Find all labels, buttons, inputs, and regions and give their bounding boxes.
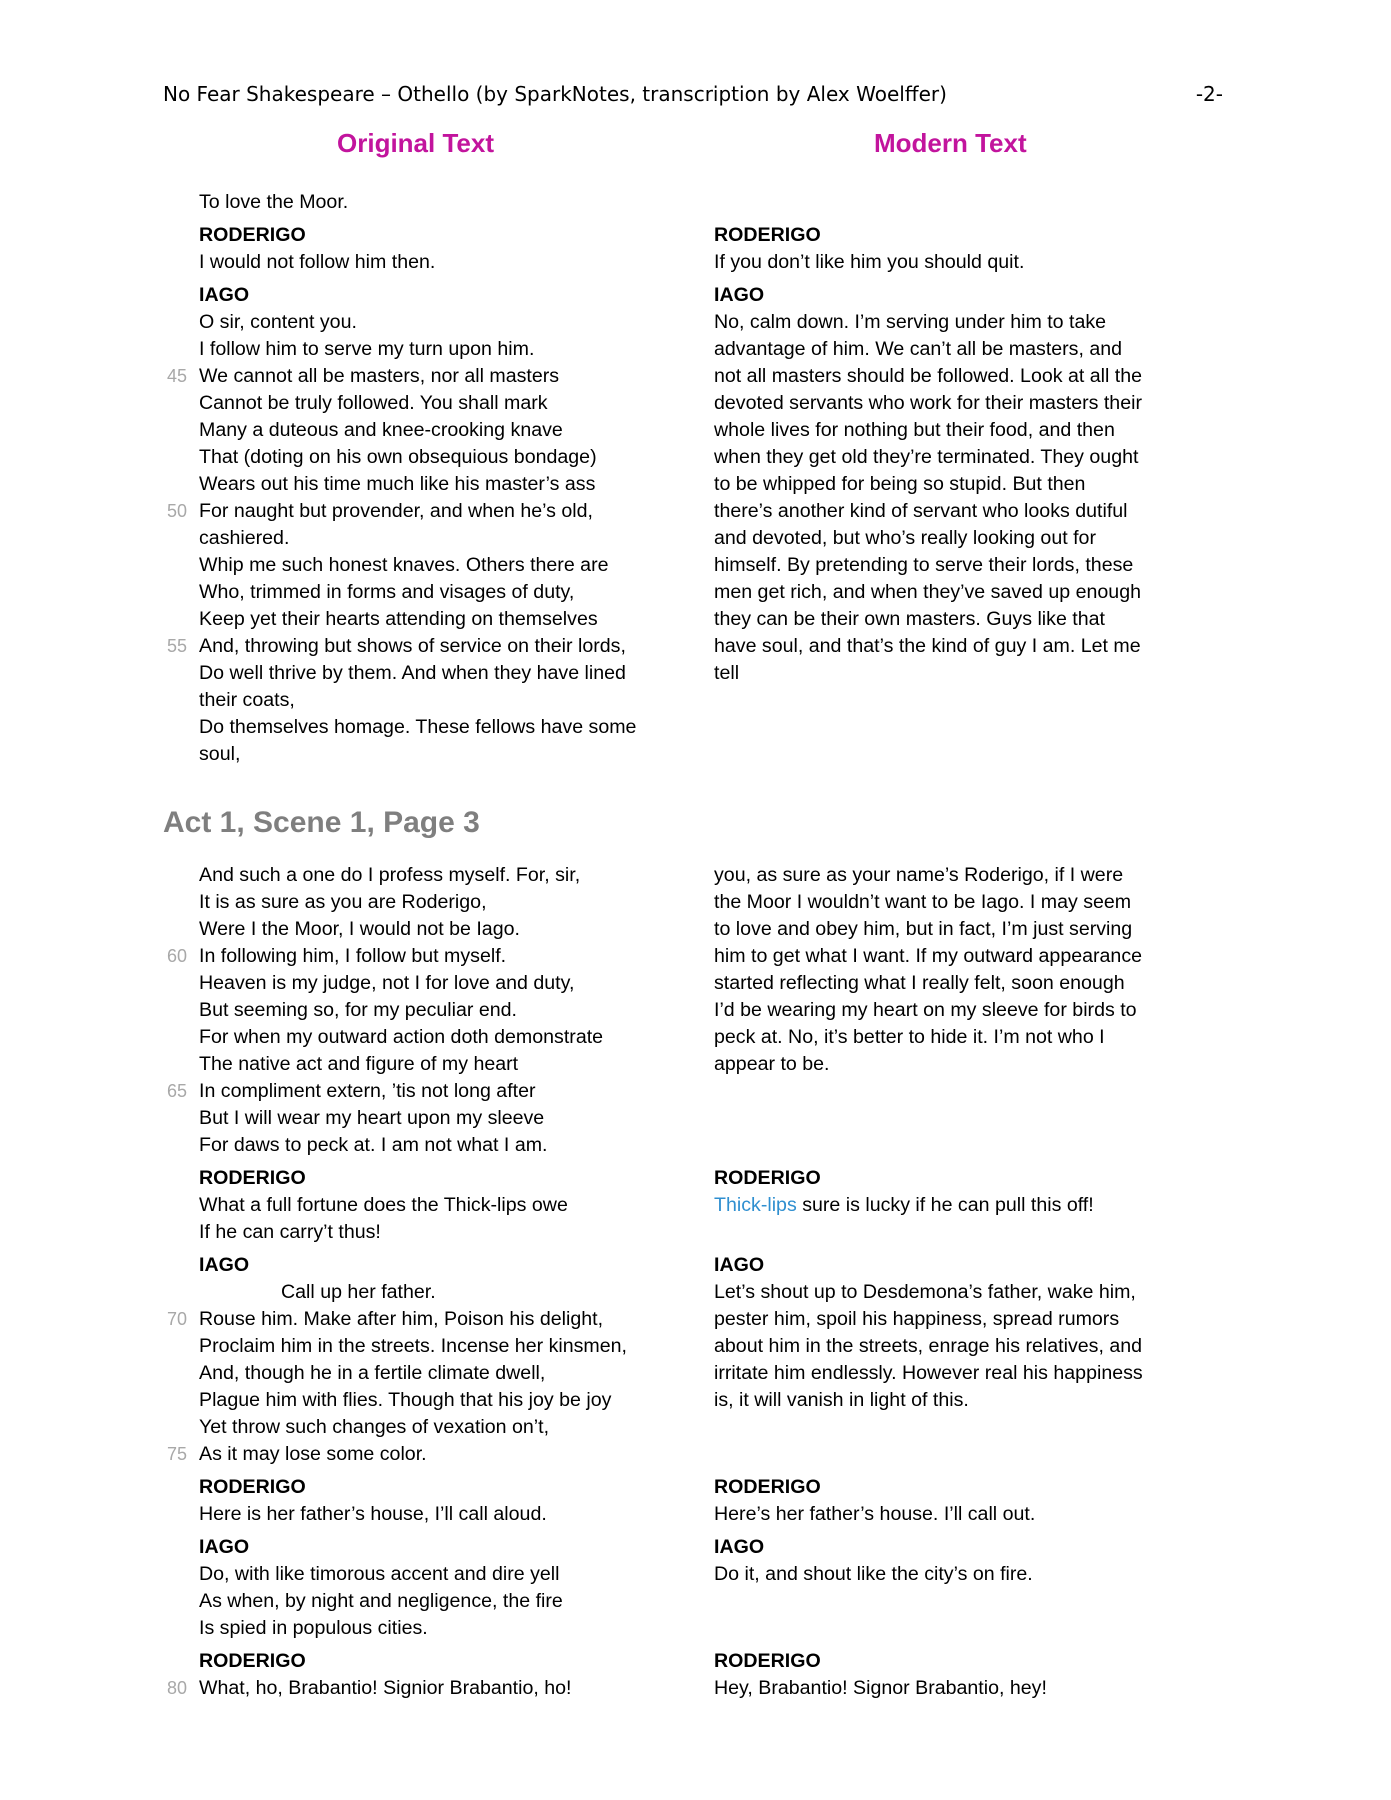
text-line: pester him, spoil his happiness, spread rumors: [714, 1308, 1120, 1330]
text-line: That (doting on his own obsequious bondage): [199, 446, 597, 468]
text-line: to be whipped for being so stupid. But then: [714, 473, 1086, 495]
line-number: 55: [167, 636, 188, 656]
text-line: For when my outward action doth demonstrate: [199, 1026, 604, 1048]
text-line: Plague him with flies. Though that his joy be joy: [199, 1389, 612, 1411]
text-line: No, calm down. I’m serving under him to take: [714, 311, 1107, 333]
text-line: tell: [714, 662, 740, 684]
text-line: O sir, content you.: [199, 311, 357, 333]
text-line: [167, 363, 679, 390]
line-number: 60: [167, 946, 188, 966]
text-line-content: As it may lose some color.: [199, 1443, 427, 1465]
text-line: irritate him endlessly. However real his happiness: [714, 1362, 1143, 1384]
text-line: [167, 1441, 679, 1468]
text-line: when they get old they’re terminated. They ought: [714, 446, 1139, 468]
text-line: have soul, and that’s the kind of guy I am. Let me: [714, 635, 1141, 657]
text-line: And such a one do I profess myself. For, sir,: [199, 864, 581, 886]
text-line: you, as sure as your name’s Roderigo, if I were: [714, 864, 1124, 886]
text-line: Who, trimmed in forms and visages of duty,: [199, 581, 575, 603]
text-line: Yet throw such changes of vexation on’t,: [199, 1416, 550, 1438]
text-line: It is as sure as you are Roderigo,: [199, 891, 487, 913]
text-line: Do themselves homage. These fellows have some: [199, 716, 637, 738]
text-line: Do it, and shout like the city’s on fire.: [714, 1563, 1033, 1585]
text-line: himself. By pretending to serve their lords, these: [714, 554, 1134, 576]
text-line: As when, by night and negligence, the fire: [199, 1590, 563, 1612]
blank-line: [714, 1414, 1184, 1441]
blank-line: [714, 1078, 1184, 1105]
blank-line: [714, 1219, 1184, 1246]
text-line: Call up her father.: [281, 1281, 436, 1303]
original-column-section1: [167, 189, 679, 768]
text-line: men get rich, and when they’ve saved up enough: [714, 581, 1141, 603]
document-title: No Fear Shakespeare – Othello (by SparkNotes, transcription by Alex Woelffer): [163, 82, 947, 106]
speaker-iago: IAGO: [199, 1536, 250, 1558]
text-line: peck at. No, it’s better to hide it. I’m not who I: [714, 1026, 1105, 1048]
text-line: But I will wear my heart upon my sleeve: [199, 1107, 545, 1129]
modern-column-section1: [714, 222, 1184, 687]
text-line: soul,: [199, 743, 241, 765]
blank-line: [714, 1132, 1184, 1159]
scene-title: Act 1, Scene 1, Page 3: [163, 806, 480, 839]
text-line-content: sure is lucky if he can pull this off!: [796, 1194, 1094, 1216]
text-line: their coats,: [199, 689, 295, 711]
text-line: started reflecting what I really felt, soon enough: [714, 972, 1125, 994]
text-line: [167, 943, 679, 970]
text-line: is, it will vanish in light of this.: [714, 1389, 969, 1411]
text-line-content: We cannot all be masters, nor all masters: [199, 365, 560, 387]
speaker-roderigo: RODERIGO: [714, 1167, 821, 1189]
text-line: Proclaim him in the streets. Incense her kinsmen,: [199, 1335, 627, 1357]
line-number: 65: [167, 1081, 188, 1101]
text-line: Do, with like timorous accent and dire yell: [199, 1563, 560, 1585]
speaker-iago: IAGO: [714, 1536, 765, 1558]
speaker-iago: IAGO: [714, 284, 765, 306]
text-line: Hey, Brabantio! Signor Brabantio, hey!: [714, 1677, 1047, 1699]
text-line: [167, 1306, 679, 1333]
text-line: the Moor I wouldn’t want to be Iago. I may seem: [714, 891, 1132, 913]
modern-text-heading: Modern Text: [874, 128, 1027, 158]
text-line: [167, 1675, 679, 1702]
speaker-roderigo: RODERIGO: [714, 1650, 821, 1672]
text-line: Here’s her father’s house. I’ll call out.: [714, 1503, 1036, 1525]
blank-line: [714, 1105, 1184, 1132]
text-line: If he can carry’t thus!: [199, 1221, 381, 1243]
speaker-roderigo: RODERIGO: [199, 1650, 306, 1672]
text-line-content: Rouse him. Make after him, Poison his delight,: [199, 1308, 604, 1330]
speaker-roderigo: RODERIGO: [199, 1476, 306, 1498]
text-line: To love the Moor.: [199, 191, 349, 213]
text-line: Keep yet their hearts attending on themselves: [199, 608, 598, 630]
text-line-content: What, ho, Brabantio! Signior Brabantio, ho!: [199, 1677, 572, 1699]
blank-line: [714, 1615, 1184, 1642]
text-line: If you don’t like him you should quit.: [714, 251, 1025, 273]
text-line: not all masters should be followed. Look at all the: [714, 365, 1143, 387]
text-line: Whip me such honest knaves. Others there are: [199, 554, 609, 576]
text-line: they can be their own masters. Guys like that: [714, 608, 1105, 630]
line-number: 75: [167, 1444, 188, 1464]
text-line: about him in the streets, enrage his relatives, and: [714, 1335, 1143, 1357]
page-number: -2-: [1195, 82, 1223, 106]
text-line: appear to be.: [714, 1053, 830, 1075]
line-number: 80: [167, 1678, 188, 1698]
text-line: But seeming so, for my peculiar end.: [199, 999, 518, 1021]
speaker-iago: IAGO: [199, 284, 250, 306]
text-line: Do well thrive by them. And when they have lined: [199, 662, 626, 684]
thick-lips-link[interactable]: Thick-lips: [714, 1194, 797, 1216]
text-line-content: And, throwing but shows of service on their lords,: [199, 635, 626, 657]
speaker-roderigo: RODERIGO: [714, 224, 821, 246]
text-line: Wears out his time much like his master’s ass: [199, 473, 596, 495]
speaker-roderigo: RODERIGO: [199, 224, 306, 246]
blank-line: [714, 1588, 1184, 1615]
text-line: I’d be wearing my heart on my sleeve for birds to: [714, 999, 1137, 1021]
text-line: What a full fortune does the Thick-lips owe: [199, 1194, 568, 1216]
text-line: Is spied in populous cities.: [199, 1617, 428, 1639]
text-line: I follow him to serve my turn upon him.: [199, 338, 535, 360]
text-line: Cannot be truly followed. You shall mark: [199, 392, 548, 414]
text-line-content: For naught but provender, and when he’s old,: [199, 500, 593, 522]
text-line: to love and obey him, but in fact, I’m just serving: [714, 918, 1133, 940]
text-line: Here is her father’s house, I’ll call aloud.: [199, 1503, 547, 1525]
text-line: And, though he in a fertile climate dwell,: [199, 1362, 546, 1384]
original-column-section2: [167, 862, 679, 1702]
text-line: For daws to peck at. I am not what I am.: [199, 1134, 548, 1156]
text-line: I would not follow him then.: [199, 251, 436, 273]
blank-line: [714, 1441, 1184, 1468]
speaker-roderigo: RODERIGO: [199, 1167, 306, 1189]
text-line: Many a duteous and knee-crooking knave: [199, 419, 563, 441]
line-number: 70: [167, 1309, 188, 1329]
text-line: Heaven is my judge, not I for love and duty,: [199, 972, 575, 994]
text-line-content: In compliment extern, ’tis not long after: [199, 1080, 536, 1102]
text-line: him to get what I want. If my outward appearance: [714, 945, 1143, 967]
text-line: The native act and figure of my heart: [199, 1053, 519, 1075]
text-line: [167, 1078, 679, 1105]
text-line: devoted servants who work for their masters their: [714, 392, 1142, 414]
text-line: and devoted, but who’s really looking out for: [714, 527, 1096, 549]
text-line: [167, 633, 679, 660]
text-line-content: In following him, I follow but myself.: [199, 945, 507, 967]
speaker-iago: IAGO: [714, 1254, 765, 1276]
modern-column-section2: [714, 862, 1184, 1702]
speaker-roderigo: RODERIGO: [714, 1476, 821, 1498]
text-line: [714, 1192, 1184, 1219]
line-number: 50: [167, 501, 188, 521]
page-header: [163, 82, 1223, 116]
text-line: advantage of him. We can’t all be masters, and: [714, 338, 1123, 360]
original-text-heading: Original Text: [337, 128, 494, 158]
speaker-iago: IAGO: [199, 1254, 250, 1276]
text-line: there’s another kind of servant who looks dutiful: [714, 500, 1128, 522]
text-line: Were I the Moor, I would not be Iago.: [199, 918, 520, 940]
line-number: 45: [167, 366, 188, 386]
text-line: cashiered.: [199, 527, 290, 549]
text-line: whole lives for nothing but their food, and then: [714, 419, 1115, 441]
text-line: [167, 498, 679, 525]
text-line: Let’s shout up to Desdemona’s father, wake him,: [714, 1281, 1136, 1303]
